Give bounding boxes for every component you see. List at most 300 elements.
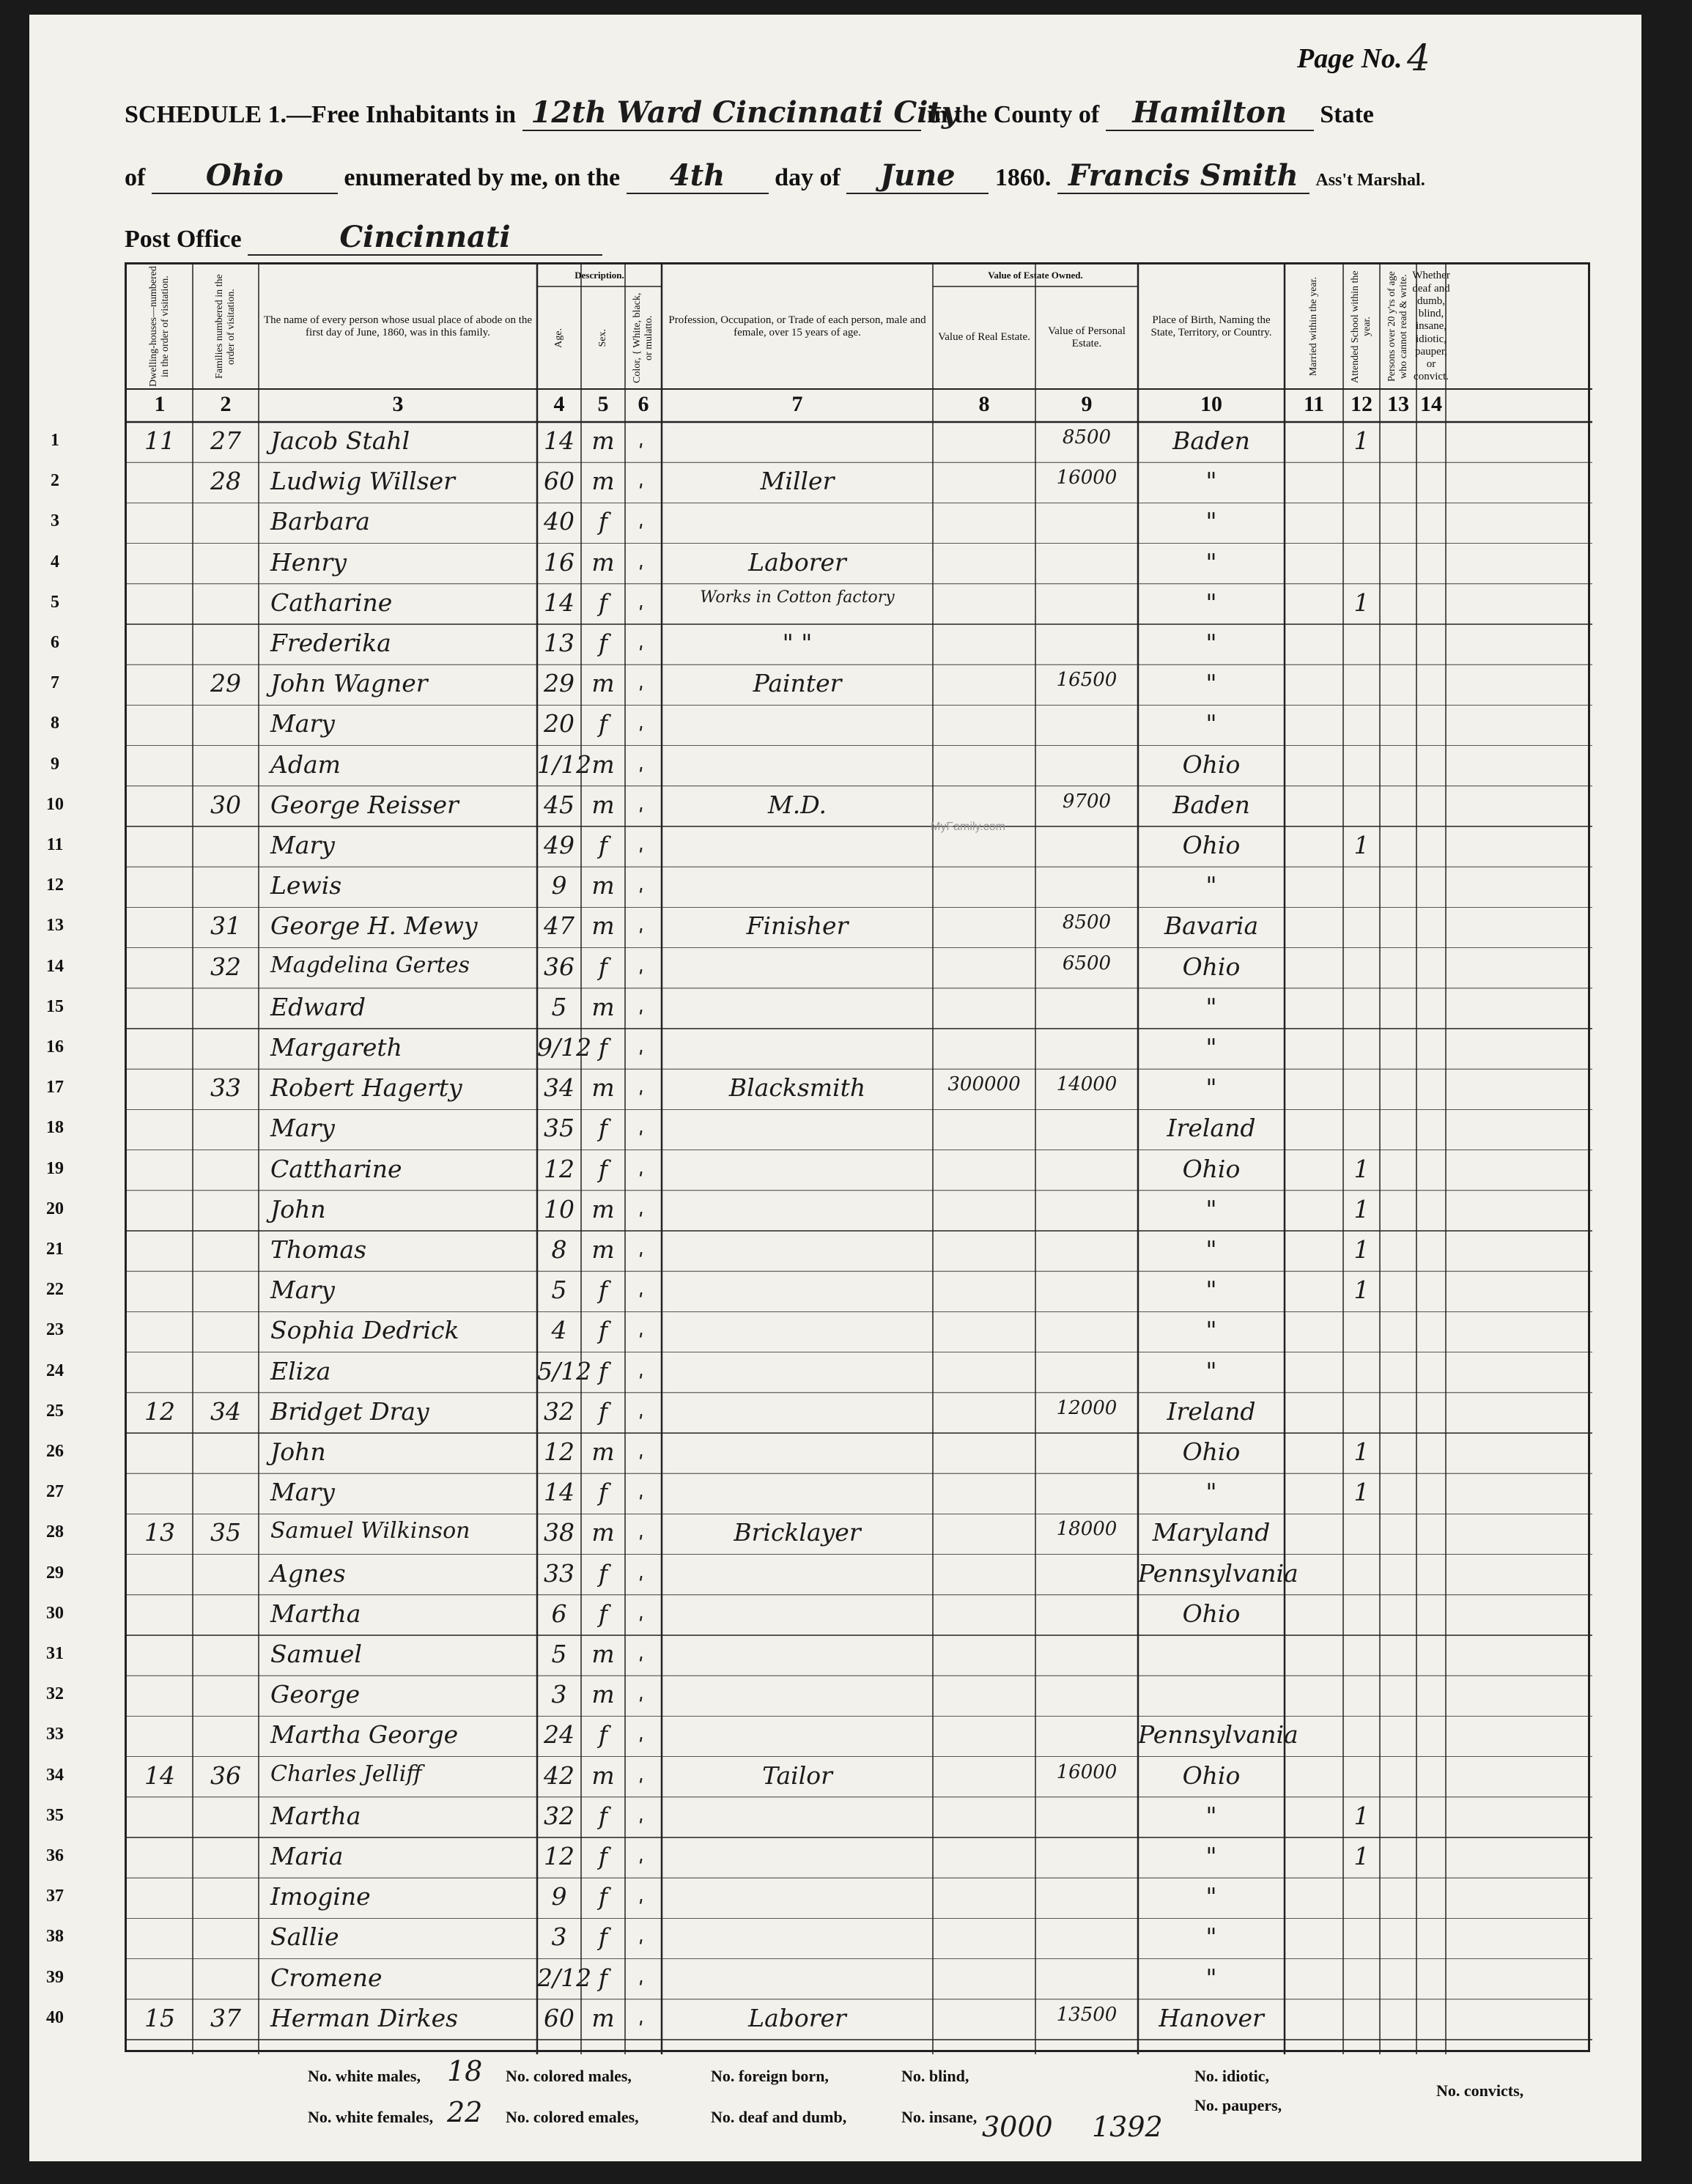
cell-occ: " ": [782, 629, 813, 657]
cell-name: Cattharine: [270, 1154, 402, 1183]
color-mark: ˌ: [638, 1925, 644, 1948]
column-number: 13: [1387, 392, 1409, 416]
column-number: 4: [553, 392, 565, 416]
cell-sex: m: [591, 467, 615, 496]
cell-name: Mary: [270, 1478, 335, 1507]
cell-age: 12: [544, 1437, 575, 1466]
column-header-3: [259, 264, 537, 389]
row-number-left: 31: [46, 1644, 64, 1663]
cell-sex: f: [598, 588, 608, 617]
column-header-label: Whether deaf and dumb, blind, insane, idiotic, pauper, or convict.: [1412, 270, 1450, 383]
cell-occ: Laborer: [748, 2003, 846, 2032]
insane-label: No. insane,: [901, 2108, 978, 2126]
row-number-left: 11: [46, 835, 64, 854]
cell-age: 9: [551, 871, 567, 900]
row-number-left: 25: [46, 1401, 64, 1421]
county-field: Hamilton: [1106, 95, 1314, 131]
column-header-14: [1412, 264, 1450, 389]
row-number-left: 28: [46, 1522, 64, 1542]
cell-age: 38: [544, 1518, 575, 1547]
cell-sex: m: [591, 426, 615, 455]
row-number-left: 23: [46, 1320, 64, 1340]
cell-age: 9: [551, 1882, 567, 1911]
color-mark: ˌ: [638, 1885, 644, 1908]
cell-occ: M.D.: [767, 790, 827, 819]
cell-sex: f: [598, 1599, 608, 1628]
cell-name: Catharine: [270, 588, 393, 617]
cell-birth: ": [1205, 992, 1217, 1021]
county-label: in the County of: [927, 101, 1100, 128]
cell-fam: 37: [210, 2003, 241, 2032]
description-label: Description.: [575, 269, 624, 281]
color-mark: ˌ: [638, 1643, 644, 1665]
color-mark: ˌ: [638, 1804, 644, 1826]
cell-birth: Baden: [1172, 426, 1250, 455]
cell-sex: f: [598, 1478, 608, 1507]
color-mark: ˌ: [638, 1440, 644, 1462]
column-header-label: Dwelling-houses—numbered in the order of visitation.: [147, 266, 171, 388]
cell-fam: 27: [210, 426, 241, 455]
cell-school: 1: [1353, 1478, 1370, 1507]
convicts-label: No. convicts,: [1436, 2081, 1524, 2100]
census-page: [29, 15, 1641, 2161]
row-number-left: 2: [51, 471, 59, 491]
row-number-left: 40: [46, 2007, 64, 2027]
cell-fam: 35: [210, 1518, 241, 1547]
cell-birth: Baden: [1172, 790, 1250, 819]
cell-dw: 13: [144, 1518, 175, 1547]
cell-name: Adam: [270, 749, 341, 779]
cell-sex: m: [591, 790, 615, 819]
cell-dw: 14: [144, 1761, 175, 1790]
column-header-label: Persons over 20 y'rs of age who cannot read & write.: [1386, 271, 1409, 382]
color-mark: ˌ: [638, 2006, 644, 2029]
color-mark: ˌ: [638, 1602, 644, 1624]
cell-pers: 12000: [1056, 1396, 1117, 1419]
cell-sex: m: [591, 1761, 615, 1790]
cell-sex: m: [591, 1073, 615, 1103]
column-number: 5: [597, 392, 609, 416]
row-number-left: 26: [46, 1442, 64, 1461]
color-mark: ˌ: [638, 834, 644, 856]
cell-sex: f: [598, 1154, 608, 1183]
cell-name: Magdelina Gertes: [270, 952, 470, 978]
cell-sex: m: [591, 1640, 615, 1668]
cell-name: Agnes: [270, 1558, 346, 1588]
cell-fam: 31: [210, 911, 241, 941]
foreign-born-label: No. foreign born,: [711, 2067, 829, 2085]
row-number-left: 39: [46, 1967, 64, 1987]
row-number-left: 13: [46, 916, 64, 936]
cell-birth: ": [1205, 1194, 1217, 1224]
cell-name: Robert Hagerty: [270, 1073, 462, 1103]
year-label: 1860.: [994, 164, 1052, 191]
cell-age: 32: [544, 1801, 575, 1830]
cell-age: 5: [551, 1640, 567, 1668]
cell-school: 1: [1353, 1801, 1370, 1830]
cell-birth: ": [1205, 669, 1217, 698]
row-number-left: 9: [51, 754, 59, 774]
cell-name: Sallie: [270, 1922, 339, 1952]
idiotic-label: No. idiotic,: [1194, 2067, 1270, 2085]
color-mark: ˌ: [638, 1521, 644, 1544]
cell-birth: ": [1205, 1316, 1217, 1345]
cell-school: 1: [1353, 1842, 1370, 1870]
cell-name: Sophia Dedrick: [270, 1316, 459, 1345]
colored-females-label: No. colored emales,: [506, 2108, 639, 2126]
cell-name: Charles Jelliff: [270, 1761, 422, 1787]
cell-birth: Ohio: [1182, 831, 1241, 859]
cell-age: 1/12: [537, 749, 592, 779]
row-number-left: 15: [46, 996, 64, 1016]
cell-occ: Painter: [753, 669, 842, 698]
month-field: June: [846, 158, 989, 194]
cell-pers: 16500: [1056, 669, 1117, 692]
cell-sex: f: [598, 1316, 608, 1345]
cell-birth: Pennsylvania: [1138, 1720, 1298, 1750]
column-number: 6: [638, 392, 649, 416]
cell-sex: f: [598, 1356, 608, 1385]
row-number-left: 33: [46, 1725, 64, 1744]
cell-age: 34: [544, 1073, 575, 1103]
cell-age: 9/12: [537, 1033, 592, 1062]
cell-birth: ": [1205, 871, 1217, 900]
row-number-left: 37: [46, 1887, 64, 1906]
cell-sex: f: [598, 709, 608, 739]
cell-pers: 9700: [1062, 790, 1112, 812]
cell-name: Margareth: [270, 1033, 402, 1062]
color-mark: ˌ: [638, 1845, 644, 1867]
row-number-left: 36: [46, 1846, 64, 1865]
column-header-11: [1285, 264, 1343, 389]
cell-birth: Ohio: [1182, 749, 1241, 779]
color-mark: ˌ: [638, 1278, 644, 1301]
cell-name: Mary: [270, 831, 335, 859]
row-number-left: 38: [46, 1927, 64, 1947]
cell-pers: 13500: [1056, 2003, 1117, 2026]
cell-age: 10: [544, 1194, 575, 1224]
cell-birth: ": [1205, 547, 1217, 577]
cell-name: Lewis: [270, 871, 342, 900]
color-mark: ˌ: [638, 1723, 644, 1746]
cell-sex: m: [591, 1437, 615, 1466]
white-females-value: 22: [447, 2096, 483, 2128]
color-mark: ˌ: [638, 712, 644, 735]
enumerated-label: enumerated by me, on the: [344, 164, 621, 191]
white-males-label: No. white males,: [308, 2067, 421, 2085]
cell-name: Bridget Dray: [270, 1396, 429, 1426]
cell-birth: ": [1205, 1842, 1217, 1870]
cell-birth: ": [1205, 1801, 1217, 1830]
row-number-left: 27: [46, 1482, 64, 1502]
column-header-4: [537, 286, 581, 389]
schedule-label: SCHEDULE 1.—Free Inhabitants in: [125, 101, 517, 128]
row-number-left: 16: [46, 1037, 64, 1056]
color-mark: ˌ: [638, 874, 644, 897]
cell-name: Eliza: [270, 1356, 331, 1385]
color-mark: ˌ: [638, 1238, 644, 1260]
cell-age: 6: [551, 1599, 567, 1628]
cell-dw: 11: [144, 426, 175, 455]
cell-name: Imogine: [270, 1882, 371, 1911]
cell-age: 2/12: [537, 1963, 592, 1992]
cell-birth: ": [1205, 467, 1217, 496]
cell-occ: Tailor: [762, 1761, 832, 1790]
cell-age: 33: [544, 1558, 575, 1588]
deaf-dumb-label: No. deaf and dumb,: [711, 2108, 847, 2126]
cell-birth: Ireland: [1167, 1114, 1256, 1143]
cell-sex: m: [591, 992, 615, 1021]
color-mark: ˌ: [638, 510, 644, 533]
color-mark: ˌ: [638, 1763, 644, 1786]
color-mark: ˌ: [638, 1683, 644, 1706]
cell-sex: f: [598, 1396, 608, 1426]
row-number-left: 1: [51, 431, 59, 450]
cell-sex: m: [591, 1680, 615, 1709]
personal-estate-total: 1392: [1092, 2111, 1163, 2143]
cell-birth: ": [1205, 1882, 1217, 1911]
cell-age: 8: [551, 1235, 567, 1264]
column-header-7: [662, 264, 933, 389]
cell-age: 60: [544, 2003, 575, 2032]
cell-school: 1: [1353, 1235, 1370, 1264]
cell-age: 14: [544, 426, 575, 455]
cell-age: 36: [544, 952, 575, 981]
cell-birth: ": [1205, 629, 1217, 657]
color-mark: ˌ: [638, 995, 644, 1018]
cell-sex: f: [598, 629, 608, 657]
color-mark: ˌ: [638, 632, 644, 654]
day-field: 4th: [627, 158, 769, 194]
column-header-label: Place of Birth, Naming the State, Territory, or Country.: [1150, 314, 1272, 338]
color-mark: ˌ: [638, 1561, 644, 1584]
cell-sex: m: [591, 669, 615, 698]
cell-age: 5: [551, 1276, 567, 1305]
column-number: 8: [978, 392, 990, 416]
cell-school: 1: [1353, 1437, 1370, 1466]
cell-age: 16: [544, 547, 575, 577]
cell-age: 3: [551, 1922, 567, 1952]
column-number: 11: [1303, 392, 1325, 416]
enumeration-line: [125, 158, 1425, 194]
real-estate-total: 3000: [982, 2111, 1053, 2143]
cell-age: 40: [544, 507, 575, 536]
cell-dw: 12: [144, 1396, 175, 1426]
cell-age: 5: [551, 992, 567, 1021]
cell-birth: Ohio: [1182, 1437, 1241, 1466]
color-mark: ˌ: [638, 1117, 644, 1139]
color-mark: ˌ: [638, 1319, 644, 1341]
column-number: 12: [1351, 392, 1373, 416]
cell-school: 1: [1353, 1276, 1370, 1305]
cell-occ: Blacksmith: [728, 1073, 866, 1103]
color-mark: ˌ: [638, 591, 644, 613]
page-number-label: Page No.: [1297, 43, 1403, 74]
row-number-left: 7: [51, 673, 59, 693]
cell-sex: f: [598, 1114, 608, 1143]
cell-age: 13: [544, 629, 575, 657]
cell-name: John Wagner: [270, 669, 428, 698]
day-of-label: day of: [775, 164, 841, 191]
cell-birth: ": [1205, 1963, 1217, 1992]
column-header-6: [625, 286, 662, 389]
cell-school: 1: [1353, 426, 1370, 455]
row-number-left: 32: [46, 1684, 64, 1704]
cell-sex: m: [591, 1518, 615, 1547]
row-number-left: 24: [46, 1361, 64, 1380]
cell-name: Cromene: [270, 1963, 383, 1992]
blind-label: No. blind,: [901, 2067, 969, 2085]
cell-pers: 18000: [1056, 1518, 1117, 1541]
column-number: 3: [392, 392, 404, 416]
cell-sex: f: [598, 1033, 608, 1062]
color-mark: ˌ: [638, 1966, 644, 1988]
cell-occ: Bricklayer: [734, 1518, 861, 1547]
watermark: MyFamily.com: [931, 821, 1005, 833]
color-mark: ˌ: [638, 672, 644, 695]
cell-pers: 16000: [1056, 1761, 1117, 1783]
row-number-left: 8: [51, 714, 59, 733]
row-number-left: 4: [51, 552, 59, 571]
color-mark: ˌ: [638, 1076, 644, 1099]
row-number-left: 21: [46, 1240, 64, 1259]
cell-fam: 34: [210, 1396, 241, 1426]
color-mark: ˌ: [638, 1036, 644, 1058]
cell-pers: 6500: [1062, 952, 1112, 974]
column-number: 7: [791, 392, 803, 416]
cell-dw: 15: [144, 2003, 175, 2032]
color-mark: ˌ: [638, 914, 644, 937]
color-mark: ˌ: [638, 429, 644, 451]
color-mark: ˌ: [638, 1359, 644, 1382]
cell-name: Mary: [270, 1276, 335, 1305]
cell-age: 12: [544, 1154, 575, 1183]
of-label: of: [125, 164, 146, 191]
row-number-left: 6: [51, 633, 59, 652]
cell-fam: 30: [210, 790, 241, 819]
cell-birth: ": [1205, 1356, 1217, 1385]
cell-name: Martha: [270, 1801, 361, 1830]
cell-fam: 32: [210, 952, 241, 981]
cell-name: Frederika: [270, 629, 391, 657]
cell-name: George Reisser: [270, 790, 459, 819]
cell-age: 24: [544, 1720, 575, 1750]
cell-sex: f: [598, 1801, 608, 1830]
cell-name: George: [270, 1680, 361, 1709]
cell-birth: ": [1205, 1235, 1217, 1264]
column-number: 10: [1200, 392, 1222, 416]
cell-age: 42: [544, 1761, 575, 1790]
row-number-left: 12: [46, 876, 64, 895]
column-number: 9: [1081, 392, 1093, 416]
white-females-label: No. white females,: [308, 2108, 434, 2126]
cell-name: Mary: [270, 1114, 335, 1143]
cell-sex: m: [591, 2003, 615, 2032]
cell-pers: 14000: [1056, 1073, 1117, 1096]
cell-school: 1: [1353, 588, 1370, 617]
cell-birth: ": [1205, 1033, 1217, 1062]
cell-birth: ": [1205, 588, 1217, 617]
cell-sex: m: [591, 1194, 615, 1224]
cell-age: 32: [544, 1396, 575, 1426]
cell-age: 60: [544, 467, 575, 496]
column-header-label: Attended School within the year.: [1349, 270, 1373, 383]
row-number-left: 17: [46, 1078, 64, 1097]
cell-real: 300000: [947, 1073, 1021, 1096]
cell-name: Samuel Wilkinson: [270, 1518, 470, 1544]
schedule-line: [125, 95, 1374, 131]
column-header-label: Sex.: [596, 328, 608, 347]
post-office-line: [125, 220, 602, 256]
cell-name: Samuel: [270, 1640, 362, 1668]
cell-birth: Maryland: [1152, 1518, 1271, 1547]
cell-birth: Ohio: [1182, 1599, 1241, 1628]
cell-birth: Ohio: [1182, 1761, 1241, 1790]
cell-school: 1: [1353, 1194, 1370, 1224]
marshal-field: Francis Smith: [1057, 158, 1309, 194]
row-number-left: 35: [46, 1805, 64, 1825]
cell-name: Herman Dirkes: [270, 2003, 459, 2032]
cell-sex: f: [598, 1558, 608, 1588]
cell-name: Mary: [270, 709, 335, 739]
column-header-1: [127, 264, 193, 389]
color-mark: ˌ: [638, 752, 644, 775]
cell-fam: 36: [210, 1761, 241, 1790]
column-header-label: Value of Real Estate.: [938, 331, 1030, 344]
colored-males-label: No. colored males,: [506, 2067, 632, 2085]
color-mark: ˌ: [638, 955, 644, 977]
row-number-left: 18: [46, 1118, 64, 1138]
column-header-label: Color, { White, black, or mulatto.: [631, 292, 654, 383]
cell-sex: m: [591, 547, 615, 577]
page-summary: [125, 2052, 1590, 2143]
cell-age: 12: [544, 1842, 575, 1870]
cell-sex: f: [598, 1720, 608, 1750]
column-header-label: Profession, Occupation, or Trade of each person, male and female, over 15 years of age.: [668, 314, 926, 338]
color-mark: ˌ: [638, 550, 644, 573]
marshal-label: Ass't Marshal.: [1315, 171, 1425, 190]
row-number-left: 5: [51, 592, 59, 612]
cell-occ: Finisher: [746, 911, 849, 941]
column-header-12: [1343, 264, 1380, 389]
column-header-10: [1138, 264, 1285, 389]
cell-birth: ": [1205, 1478, 1217, 1507]
column-header-label: Families numbered in the order of visitation.: [213, 274, 237, 380]
color-mark: ˌ: [638, 793, 644, 815]
cell-birth: ": [1205, 1922, 1217, 1952]
cell-name: John: [270, 1194, 326, 1224]
column-header-label: Value of Personal Estate.: [1048, 325, 1126, 349]
cell-sex: m: [591, 749, 615, 779]
cell-birth: Ohio: [1182, 952, 1241, 981]
cell-sex: f: [598, 1842, 608, 1870]
column-number: 1: [154, 392, 166, 416]
cell-sex: m: [591, 911, 615, 941]
cell-birth: ": [1205, 1073, 1217, 1103]
cell-name: Martha George: [270, 1720, 459, 1750]
column-header-2: [193, 264, 259, 389]
column-header-label: The name of every person whose usual place of abode on the first day of June, 1860, was in this family.: [263, 314, 533, 338]
cell-sex: f: [598, 1882, 608, 1911]
cell-fam: 33: [210, 1073, 241, 1103]
column-number: 2: [220, 392, 232, 416]
cell-age: 5/12: [537, 1356, 592, 1385]
cell-school: 1: [1353, 1154, 1370, 1183]
column-header-8: [933, 286, 1035, 389]
cell-birth: ": [1205, 1276, 1217, 1305]
row-number-left: 34: [46, 1765, 64, 1785]
cell-pers: 8500: [1062, 911, 1112, 934]
